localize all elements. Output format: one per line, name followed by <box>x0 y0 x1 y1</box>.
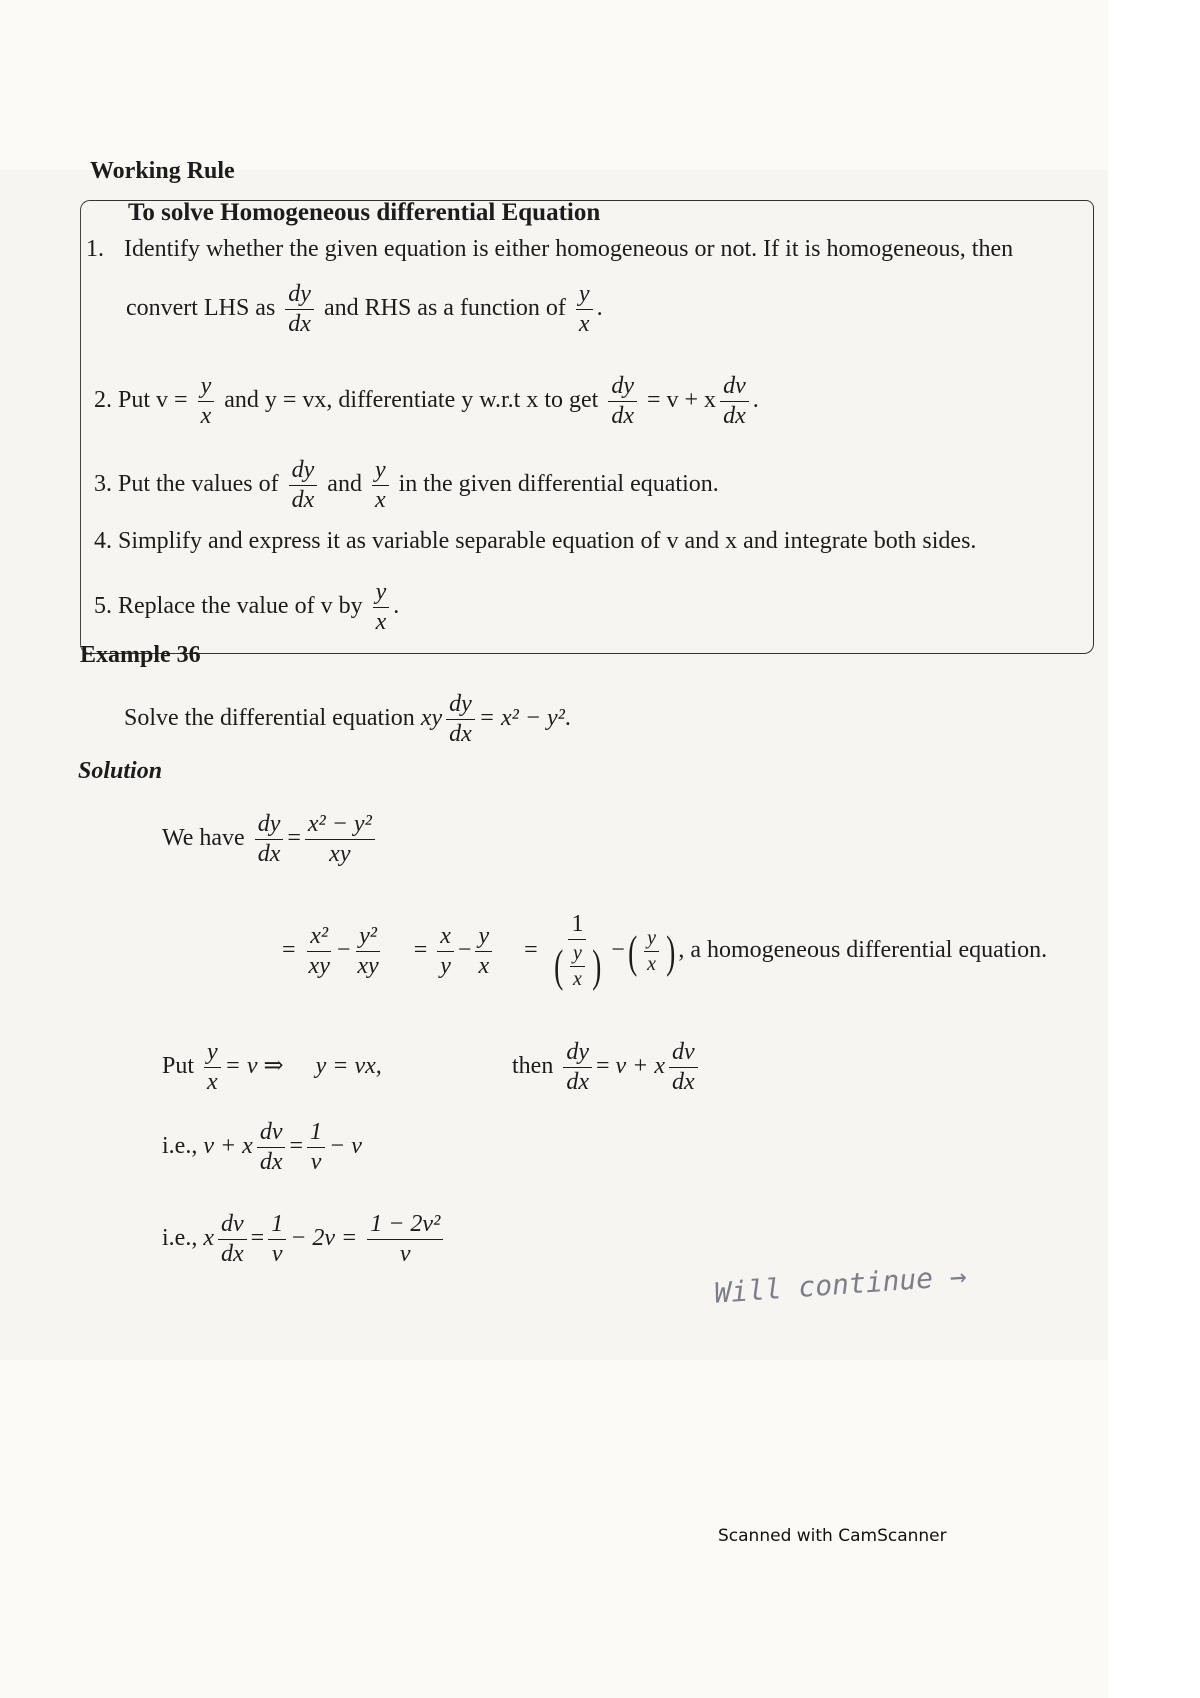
fraction-dy-dx: $\frac{dy}{dx}$ <box>289 458 318 513</box>
working-rule-heading: Working Rule <box>90 158 235 184</box>
paren-y-x: ( $\frac{y}{x}$ ) <box>627 925 676 977</box>
homogeneous-note: , a homogeneous differential equation. <box>678 936 1048 963</box>
fraction-dy-dx: $\frac{dy}{dx}$ <box>285 282 314 337</box>
fraction-y-x: $\frac{y}{x}$ <box>475 924 492 979</box>
step-5: 5. Replace the value of v by $\frac{y}{x}$ . <box>94 579 400 636</box>
camscanner-watermark: Scanned with CamScanner <box>718 1526 947 1546</box>
fraction-y2-over-xy: $\frac{\text{y²}}{xy}$ <box>357 922 379 979</box>
fraction-1-minus-2v2-over-v: $\frac{\text{1 − 2v²}}{v}$ <box>367 1212 443 1267</box>
step-1-line-2: convert LHS as $\frac{dy}{dx}$ and RHS as a function of $\frac{y}{x}$ . <box>126 281 603 338</box>
fraction-dv-dx: $\frac{dv}{dx}$ <box>257 1120 286 1175</box>
fraction-y-x: $\frac{y}{x}$ <box>204 1040 221 1095</box>
put-y-vx: y = vx, <box>315 1053 382 1080</box>
step-4-text: Simplify and express it as variable separable equation of v and x and integrate both sides. <box>118 528 977 554</box>
fraction-1-v: $\frac{1}{v}$ <box>307 1120 325 1175</box>
fraction-x-y: $\frac{x}{y}$ <box>437 924 454 979</box>
step-3-part-c: in the given differential equation. <box>398 471 719 498</box>
fraction-dv-dx: $\frac{dv}{dx}$ <box>218 1212 247 1267</box>
step-5-number: 5. <box>94 593 112 620</box>
fraction-y-x: $\frac{y}{x}$ <box>373 580 390 635</box>
step-1-part-b: and RHS as a function of <box>323 295 566 322</box>
fraction-dy-dx: $\frac{dy}{dx}$ <box>608 374 637 429</box>
step-4-number: 4. <box>94 528 112 554</box>
step-2-part-c: = v + x <box>646 387 717 414</box>
step-1-line-1 <box>86 236 1013 263</box>
problem-prefix: Solve the differential equation <box>124 705 415 732</box>
blank-margin <box>1108 0 1200 1698</box>
step-5-text: Replace the value of v by <box>118 593 363 620</box>
box-title: To solve Homogeneous differential Equation <box>128 199 601 226</box>
step-1-part-a: convert LHS as <box>126 295 276 322</box>
equation-then: then $\frac{dy}{dx}$ = v + x $\frac{dv}{dx}$ <box>512 1040 702 1095</box>
step-3 <box>94 458 719 513</box>
fraction-y-x: $\frac{y}{x}$ <box>576 282 593 337</box>
step-1-number: 1. <box>86 236 104 262</box>
step-3-part-b: and <box>327 471 362 498</box>
problem-rhs: = x² − y² <box>478 705 565 732</box>
handwritten-note: Will continue → <box>713 1259 968 1310</box>
equation-substitution: Put $\frac{y}{x}$ = v ⇒ y = vx, <box>162 1039 382 1096</box>
fraction-y-x: $\frac{y}{x}$ <box>198 374 215 429</box>
fraction-1-v: $\frac{1}{v}$ <box>268 1212 286 1267</box>
example-problem: Solve the differential equation xy $\frac{dy}{dx}$ = x² − y². <box>124 691 571 748</box>
fraction-dy-dx: $\frac{dy}{dx}$ <box>255 812 284 867</box>
fraction-dv-dx: $\frac{dv}{dx}$ <box>669 1040 698 1095</box>
equation-expansion: = $\frac{\text{x²}}{xy}$ − $\frac{\text{y²}}{xy}$ = $\frac{x}{y}$ − $\frac{y}{x}$ = 1 ( $\frac{y}{x}$ ) − ( $\frac{y}{x}$ ) , a homogeneous differential equation. <box>282 911 1048 992</box>
equation-we-have: We have $\frac{dy}{dx}$ = $\frac{\text{x² − y²}}{xy}$ <box>162 812 379 867</box>
ie-label: i.e., <box>162 1133 198 1160</box>
ie-label: i.e., <box>162 1225 198 1252</box>
fraction-x2-over-xy: $\frac{\text{x²}}{xy}$ <box>308 922 330 979</box>
step-2-part-a: Put v = <box>118 387 188 414</box>
step-3-part-a: Put the values of <box>118 471 279 498</box>
step-2: 2. Put v = $\frac{y}{x}$ and y = vx, differentiate y w.r.t x to get $\frac{dy}{dx}$ = v + x $\frac{dv}{dx}$ . <box>94 373 759 430</box>
equation-ie-2: i.e., x $\frac{dv}{dx}$ = $\frac{1}{v}$ − 2v = $\frac{\text{1 − 2v²}}{v}$ <box>162 1212 447 1267</box>
step-2-part-b: and y = vx, differentiate y w.r.t x to get <box>224 387 599 414</box>
solution-label: Solution <box>78 758 163 784</box>
fraction-dv-dx: $\frac{dv}{dx}$ <box>720 374 749 429</box>
step-1-text: Identify whether the given equation is either homogeneous or not. If it is homogeneous, then <box>124 236 1014 262</box>
fraction-x2-y2-over-xy: $\frac{\text{x² − y²}}{xy}$ <box>305 812 375 867</box>
step-2-number: 2. <box>94 387 112 414</box>
step-3-number: 3. <box>94 471 112 498</box>
step-4 <box>94 528 976 555</box>
example-title: Example 36 <box>80 642 201 668</box>
equation-ie-1: i.e., v + x $\frac{dv}{dx}$ = $\frac{1}{v}$ − v <box>162 1119 362 1176</box>
we-have-label: We have <box>162 825 245 852</box>
fraction-1-over-y-x: 1 ( $\frac{y}{x}$ ) <box>553 911 602 992</box>
then-label: then <box>512 1053 554 1080</box>
fraction-y-x: $\frac{y}{x}$ <box>372 458 389 513</box>
fraction-dy-dx: $\frac{dy}{dx}$ <box>563 1040 592 1095</box>
put-label: Put <box>162 1053 195 1080</box>
fraction-dy-dx: $\frac{dy}{dx}$ <box>446 692 475 747</box>
